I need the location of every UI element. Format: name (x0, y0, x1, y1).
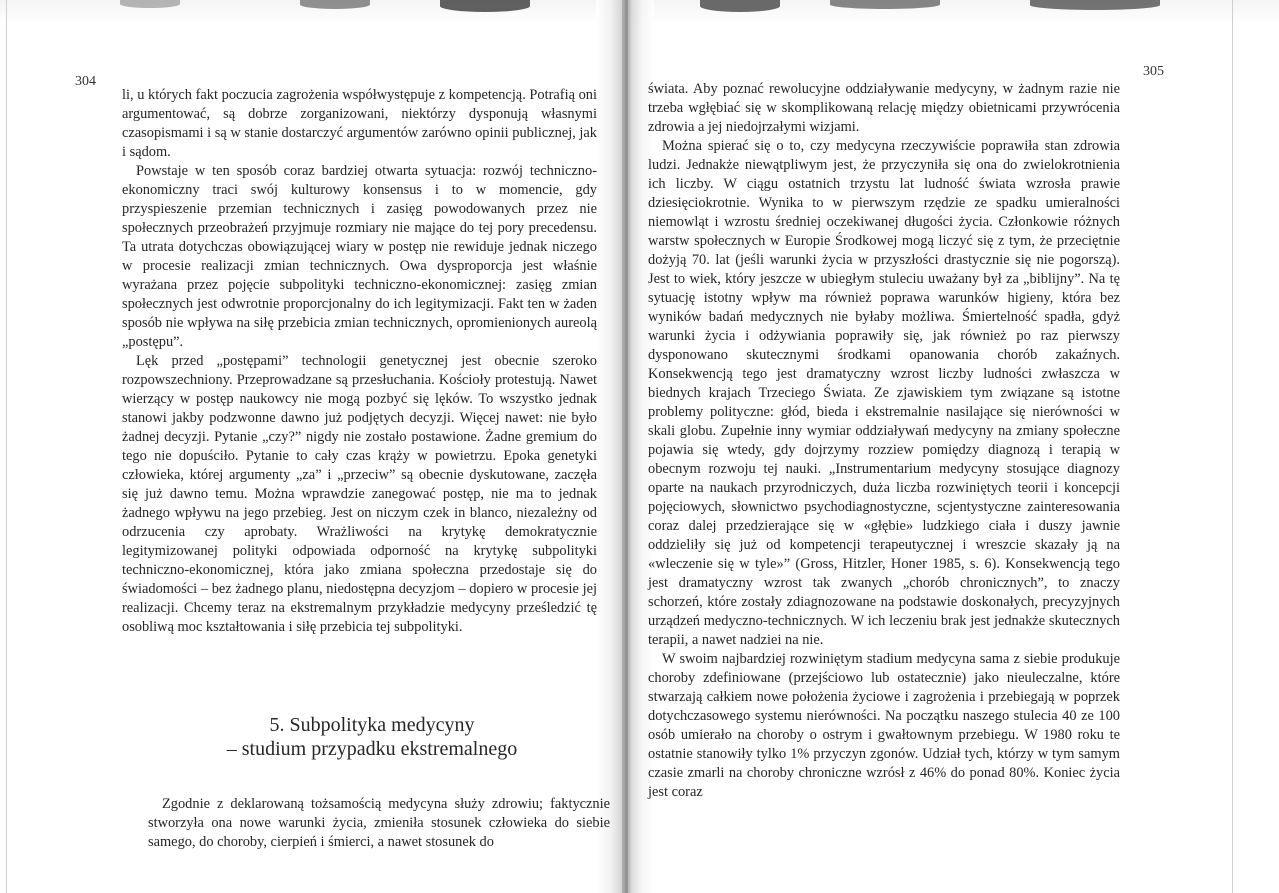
paragraph: Powstaje w ten sposób coraz bardziej otwarta sytuacja: rozwój techniczno-ekonomiczny traci swój kulturowy konsensus i to w momencie, gdy przyspieszenie przemian technicznych i zasięg powodowanych przez nie społecznych przeobrażeń przyjmuje rozmiary nie mające do tej pory precedensu. Ta utrata dotychczas obowiązującej wiary w postęp nie rewiduje jednak niczego w procesie realizacji zmian technicznych. Owa dysproporcja jest właśnie wyrażana przez pojęcie subpolityki techniczno-ekonomicznej: zasięg zmian społecznych jest odwrotnie proporcjonalny do ich legitymizacji. Fakt ten w żaden sposób nie wpływa na siłę przebicia zmian technicznych, opromienionych aureolą „postępu”. (122, 163, 597, 350)
paragraph: W swoim najbardziej rozwiniętym stadium medycyna sama z siebie produkuje choroby zdefiniowane (przejściowo lub ostatecznie) jako nieuleczalne, które stwarzają całkiem nowe położenia życiowe i zagrożenia i przebiegają w poprzek dotychczasowego systemu nierówności. Na początku naszego stulecia 40 ze 100 osób umierało na choroby o ostrym i gwałtownym przebiegu. W 1980 roku te ostatnie stanowiły tylko 1% przyczyn zgonów. Udział tych, którzy w tym samym czasie zmarli na choroby chroniczne wzrósł z 46% do ponad 80%. Koniec życia jest coraz (648, 651, 1120, 800)
page-number-left: 304 (75, 74, 96, 89)
page-number-right: 305 (1143, 64, 1164, 79)
section-heading (222, 713, 522, 761)
paragraph: li, u których fakt poczucia zagrożenia współwystępuje z kompetencją. Potrafią oni argumentować, są dobrze zorganizowani, niektórzy dysponują własnymi czasopismami i są w stanie dostarczyć argumentów zarówno opinii publicznej, jak i sądom. (122, 87, 597, 160)
section-body (148, 795, 610, 852)
section-heading-line: 5. Subpolityka medycyny (269, 714, 475, 736)
paragraph: świata. Aby poznać rewolucyjne oddziaływanie medycyny, w żadnym razie nie trzeba wgłębiać się w skomplikowaną relację między obietnicami przywrócenia zdrowia a jej niedojrzałymi wizjami. (648, 81, 1120, 135)
left-page-text (122, 86, 597, 637)
scan-artifact (440, 0, 530, 12)
page-edge-right (1232, 0, 1233, 893)
paragraph: Można spierać się o to, czy medycyna rzeczywiście poprawiła stan zdrowia ludzi. Jednakże niewątpliwym jest, że przyczyniła się ona do zwielokrotnienia ich liczby. W ciągu ostatnich trzystu lat ludność świata wzrosła prawie dziesięciokrotnie. Wynika to w pierwszym rzędzie ze spadku umieralności niemowląt i wzrostu średniej oczekiwanej długości życia. Członkowie różnych warstw społecznych w Europie Środkowej mogą liczyć się z tym, że przeciętnie dożyją 70. lat (jeśli warunki życia w przyszłości drastycznie się nie pogorszą). Jest to wiek, który jeszcze w ubiegłym stuleciu uważany był za „biblijny”. Na tę sytuację istotny wpływ ma również poprawa warunków higieny, która bez wyników badań medycznych nie byłaby możliwa. Śmiertelność spadła, gdyż warunki życia i odżywiania poprawiły się, jak również po raz pierwszy dysponowano skutecznymi środkami opanowania chorób zakaźnych. Konsekwencją tego jest dramatyczny wzrost liczby ludności zwłaszcza w biednych krajach Trzeciego Świata. Ze zjawiskiem tym związane są istotne problemy polityczne: głód, bieda i ekstremalnie nasilające się nierówności w skali globu. Zupełnie inny wymiar oddziaływań medycyny na zmiany społeczne pojawia się wtedy, gdy dojrzymy rozziew pomiędzy diagnozą i terapią w obecnym rozwoju tej nauki. „Instrumentarium medycyny stosujące diagnozy oparte na naukach przyrodniczych, duża liczba rozwiniętych teorii i koncepcji pojęciowych, słownictwo psychodiagnostyczne, scjentystyczne zainteresowania coraz dalej przedzierające się w «głębie» ludzkiego ciała i duszy jawnie oddzieliły się już od kompetencji terapeutycznej i wreszcie skazały ją na «wleczenie się w tyle»” (Gross, Hitzler, Honer 1985, s. 6). Konsekwencją tego jest dramatyczny wzrost tak zwanych „chorób chronicznych”, to znaczy schorzeń, które zostały zdiagnozowane na podstawie doskonałych, precyzyjnych urządzeń medyczno-technicznych. W ich leczeniu brak jest jednakże skutecznych terapii, a nawet nadziei na nie. (648, 138, 1120, 648)
book-spine-shadow (622, 0, 628, 893)
paragraph: Lęk przed „postępami” technologii genetycznej jest obecnie szeroko rozpowszechniony. Przeprowadzane są przesłuchania. Kościoły protestują. Nawet wierzący w postęp naukowcy nie mogą pozbyć się lęków. To wszystko jednak stanowi jakby podzwonne dawno już podjętych decyzji. Więcej nawet: nie było żadnej decyzji. Pytanie „czy?” nigdy nie zostało postawione. Żadne gremium do tego nie dopuściło. Pytanie to cały czas krąży w powietrzu. Epoka genetyki człowieka, której argumenty „za” i „przeciw” są obecnie dyskutowane, zaczęła się już dawno temu. Można wprawdzie zanegować postęp, nie ma to jednak żadnego wpływu na jego przebieg. Jest on niczym czek in blanco, niezależny od odrzucenia czy aprobaty. Wrażliwości na krytykę demokratycznie legitymizowanej polityki odpowiada odporność na krytykę subpolityki techniczno-ekonomicznej, która jako zmiana społeczna przedostaje się do świadomości – bez żadnego planu, niedostępna decyzjom – dopiero w procesie jej realizacji. Chcemy teraz na ekstremalnym przykładzie medycyny prześledzić tę osobliwą moc kształtowania i siłę przebicia tej subpolityki. (122, 353, 597, 635)
scan-artifact (300, 0, 370, 9)
scan-artifact (120, 0, 180, 8)
page-edge-left (6, 0, 7, 893)
scan-artifact (1030, 0, 1160, 10)
paragraph: Zgodnie z deklarowaną tożsamością medycyna służy zdrowiu; faktycznie stworzyła ona nowe warunki życia, zmieniła stosunek człowieka do siebie samego, do choroby, cierpień i śmierci, a nawet stosunek do (148, 796, 610, 850)
section-heading-line: – studium przypadku ekstremalnego (226, 738, 518, 760)
scan-artifact (700, 0, 780, 12)
scan-artifact (830, 0, 940, 9)
right-page-text (648, 80, 1120, 802)
